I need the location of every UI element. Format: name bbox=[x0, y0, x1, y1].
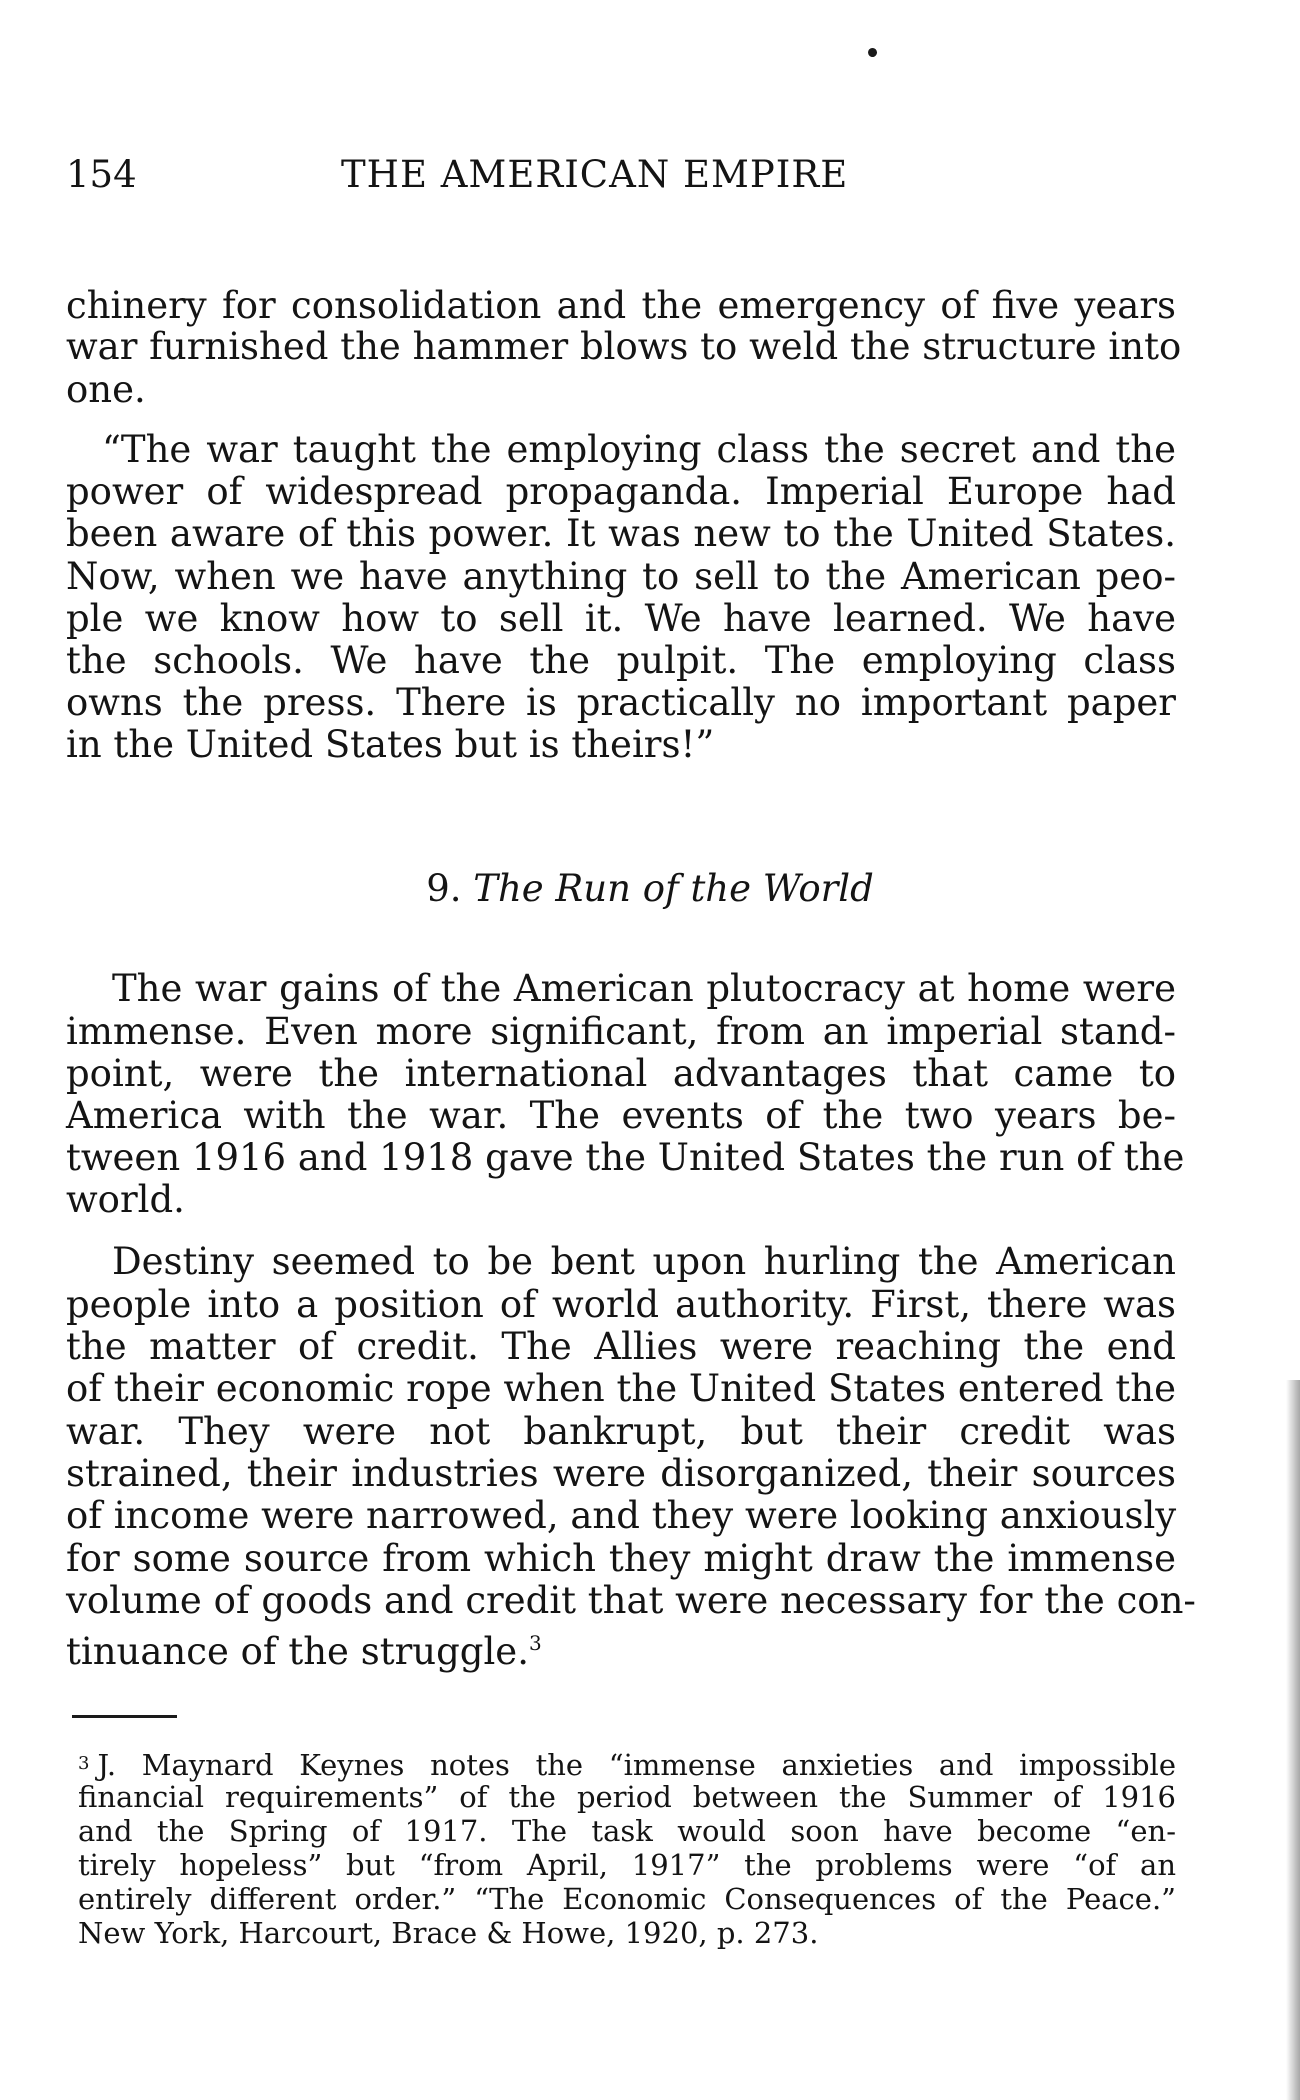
section-heading bbox=[0, 864, 1300, 914]
paragraph-3-line: of income were narrowed, and they were looking anxiously bbox=[66, 1494, 1177, 1537]
footnote-text: J. Maynard Keynes notes the “immense anxieties and impossible bbox=[97, 1748, 1176, 1782]
quote-line: owns the press. There is practically no important paper bbox=[66, 681, 1176, 724]
footnote-line: tirely hopeless” but “from April, 1917” the problems were “of an bbox=[78, 1848, 1176, 1882]
section-number: 9. bbox=[426, 867, 462, 910]
paragraph-3-line: the matter of credit. The Allies were reaching the end bbox=[66, 1325, 1176, 1368]
footnote-line: financial requirements” of the period between the Summer of 1916 bbox=[78, 1780, 1176, 1814]
paragraph-2-line: world. bbox=[66, 1178, 185, 1221]
quote-line: Now, when we have anything to sell to the American peo- bbox=[66, 555, 1176, 598]
quote-line: the schools. We have the pulpit. The employing class bbox=[66, 639, 1176, 682]
quote-line: “The war taught the employing class the secret and the bbox=[102, 428, 1176, 471]
paragraph-3-line: volume of goods and credit that were necessary for the con- bbox=[66, 1579, 1196, 1622]
quote-line: ple we know how to sell it. We have learned. We have bbox=[66, 597, 1176, 640]
footnote-line: New York, Harcourt, Brace & Howe, 1920, p. 273. bbox=[78, 1916, 819, 1950]
footnote-line: entirely different order.” “The Economic Consequences of the Peace.” bbox=[78, 1882, 1176, 1916]
paragraph-2-line: The war gains of the American plutocracy at home were bbox=[112, 967, 1176, 1010]
running-head bbox=[66, 150, 1166, 200]
footnote-reference: 3 bbox=[528, 1631, 542, 1655]
paragraph-1-line: one. bbox=[66, 368, 146, 411]
paragraph-3-line: of their economic rope when the United States entered the bbox=[66, 1367, 1176, 1410]
paragraph-3-last-text: tinuance of the struggle. bbox=[66, 1630, 529, 1673]
page-number: 154 bbox=[66, 153, 137, 196]
footnote-line bbox=[78, 1746, 1176, 1783]
paragraph-2-line: tween 1916 and 1918 gave the United States the run of the bbox=[66, 1136, 1185, 1179]
running-title: THE AMERICAN EMPIRE bbox=[341, 153, 849, 196]
footnote-rule bbox=[72, 1715, 177, 1718]
page-edge-shadow bbox=[1286, 1380, 1300, 2100]
section-title: The Run of the World bbox=[473, 867, 874, 910]
paragraph-2-line: America with the war. The events of the two years be- bbox=[66, 1094, 1176, 1137]
paragraph-3-line: Destiny seemed to be bent upon hurling the American bbox=[112, 1240, 1176, 1283]
footnote-marker: 3 bbox=[78, 1753, 90, 1774]
footnote-line: and the Spring of 1917. The task would soon have become “en- bbox=[78, 1814, 1176, 1848]
quote-line: been aware of this power. It was new to the United States. bbox=[66, 512, 1176, 555]
paragraph-2-line: immense. Even more significant, from an imperial stand- bbox=[66, 1010, 1176, 1053]
quote-line: power of widespread propaganda. Imperial Europe had bbox=[66, 470, 1176, 513]
paragraph-1-line: chinery for consolidation and the emergency of five years bbox=[66, 284, 1176, 327]
paragraph-3-line: for some source from which they might draw the immense bbox=[66, 1537, 1176, 1580]
paragraph-1-line: war furnished the hammer blows to weld the structure into bbox=[66, 325, 1182, 368]
paragraph-3-line: strained, their industries were disorganized, their sources bbox=[66, 1452, 1176, 1495]
paragraph-2-line: point, were the international advantages that came to bbox=[66, 1052, 1176, 1095]
paragraph-3-line bbox=[66, 1621, 1176, 1674]
quote-line: in the United States but is theirs!” bbox=[66, 723, 715, 766]
paragraph-3-line: war. They were not bankrupt, but their credit was bbox=[66, 1410, 1176, 1453]
ink-mark bbox=[867, 47, 879, 59]
paragraph-3-line: people into a position of world authority. First, there was bbox=[66, 1283, 1176, 1326]
